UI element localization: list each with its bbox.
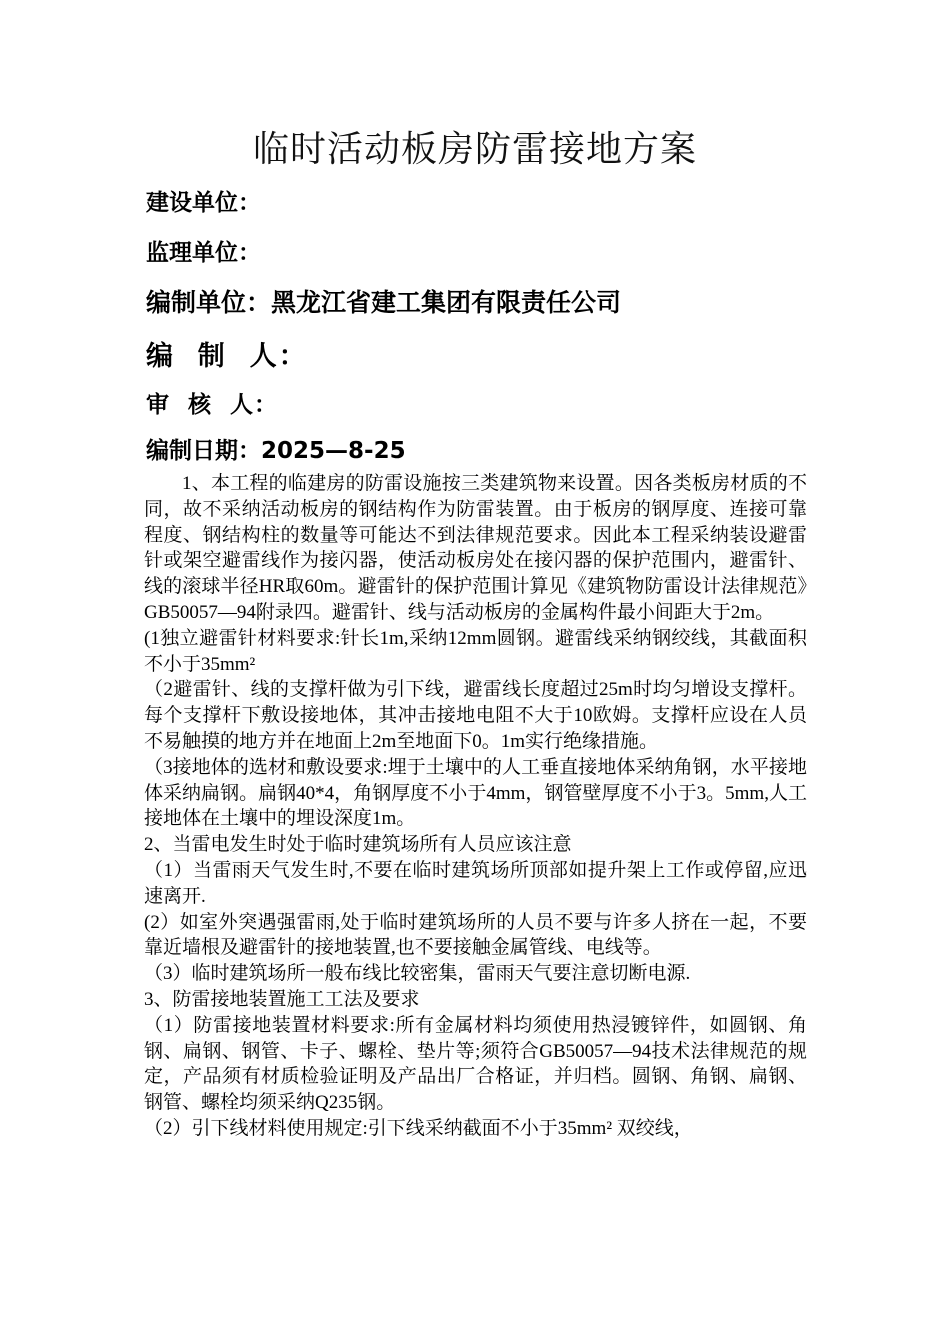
- paragraph-2: (1独立避雷针材料要求:针长1m,采纳12mm圆钢。避雷线采纳钢绞线，其截面积不小于35mm²: [144, 627, 807, 675]
- paragraph-10: （1）防雷接地装置材料要求:所有金属材料均须使用热浸镀锌件，如圆钢、角钢、扁钢、钢管、卡子、螺栓、垫片等;须符合GB50057—94技术法律规范的规定，产品须有材质检验证明及产品出厂合格证，并归档。圆钢、角钢、扁钢、钢管、螺栓均须采纳Q235钢。: [144, 1014, 807, 1114]
- date-line: 编制日期：2025—8-25: [146, 438, 406, 464]
- supervision-unit-line: 监理单位：: [146, 240, 261, 266]
- paragraph-6: （1）当雷雨天气发生时,不要在临时建筑场所顶部如提升架上工作或停留,应迅速离开.: [144, 859, 807, 907]
- document-title: 临时活动板房防雷接地方案: [252, 129, 697, 170]
- paragraph-7: (2）如室外突遇强雷雨,处于临时建筑场所的人员不要与许多人挤在一起，不要靠近墙根及避雷针的接地装置,也不要接触金属管线、电线等。: [144, 911, 807, 959]
- section-heading-3: 3、防雷接地装置施工工法及要求: [144, 988, 420, 1010]
- paragraph-3: （2避雷针、线的支撑杆做为引下线，避雷线长度超过25m时均匀增设支撑杆。每个支撑杆下敷设接地体，其冲击接地电阻不大于10欧姆。支撑杆应设在人员不易触摸的地方并在地面上2m至地面下0。1m实行绝缘措施。: [144, 679, 807, 752]
- compiler-line: 编 制 人：: [146, 341, 308, 372]
- paragraph-11: （2）引下线材料使用规定:引下线采纳截面不小于35mm² 双绞线，: [144, 1117, 693, 1139]
- reviewer-line: 审 核 人：: [146, 392, 279, 418]
- construction-unit-line: 建设单位：: [146, 190, 261, 216]
- section-heading-2: 2、当雷电发生时处于临时建筑场所有人员应该注意: [144, 834, 572, 856]
- paragraph-1: 1、本工程的临建房的防雷设施按三类建筑物来设置。因各类板房材质的不同，故不采纳活动板房的钢结构作为防雷装置。由于板房的钢厚度、连接可靠程度、钢结构柱的数量等可能达不到法律规范要求。因此本工程采纳装设避雷针或架空避雷线作为接闪器，使活动板房处在接闪器的保护范围内，避雷针、线的滚球半径HR取60m。避雷针的保护范围计算见《建筑物防雷设计法律规范》GB50057—94附录四。避雷针、线与活动板房的金属构件最小间距大于2m。: [144, 473, 807, 623]
- compiler-unit-line: 编制单位：黑龙江省建工集团有限责任公司: [146, 288, 622, 317]
- paragraph-4: （3接地体的选材和敷设要求:埋于土壤中的人工垂直接地体采纳角钢，水平接地体采纳扁钢。扁钢40*4，角钢厚度不小于4mm，钢管壁厚度不小于3。5mm,人工接地体在土壤中的埋设深度1m。: [144, 756, 807, 830]
- document-body: [144, 471, 807, 1142]
- paragraph-8: （3）临时建筑场所一般布线比较密集，雷雨天气要注意切断电源.: [144, 963, 691, 985]
